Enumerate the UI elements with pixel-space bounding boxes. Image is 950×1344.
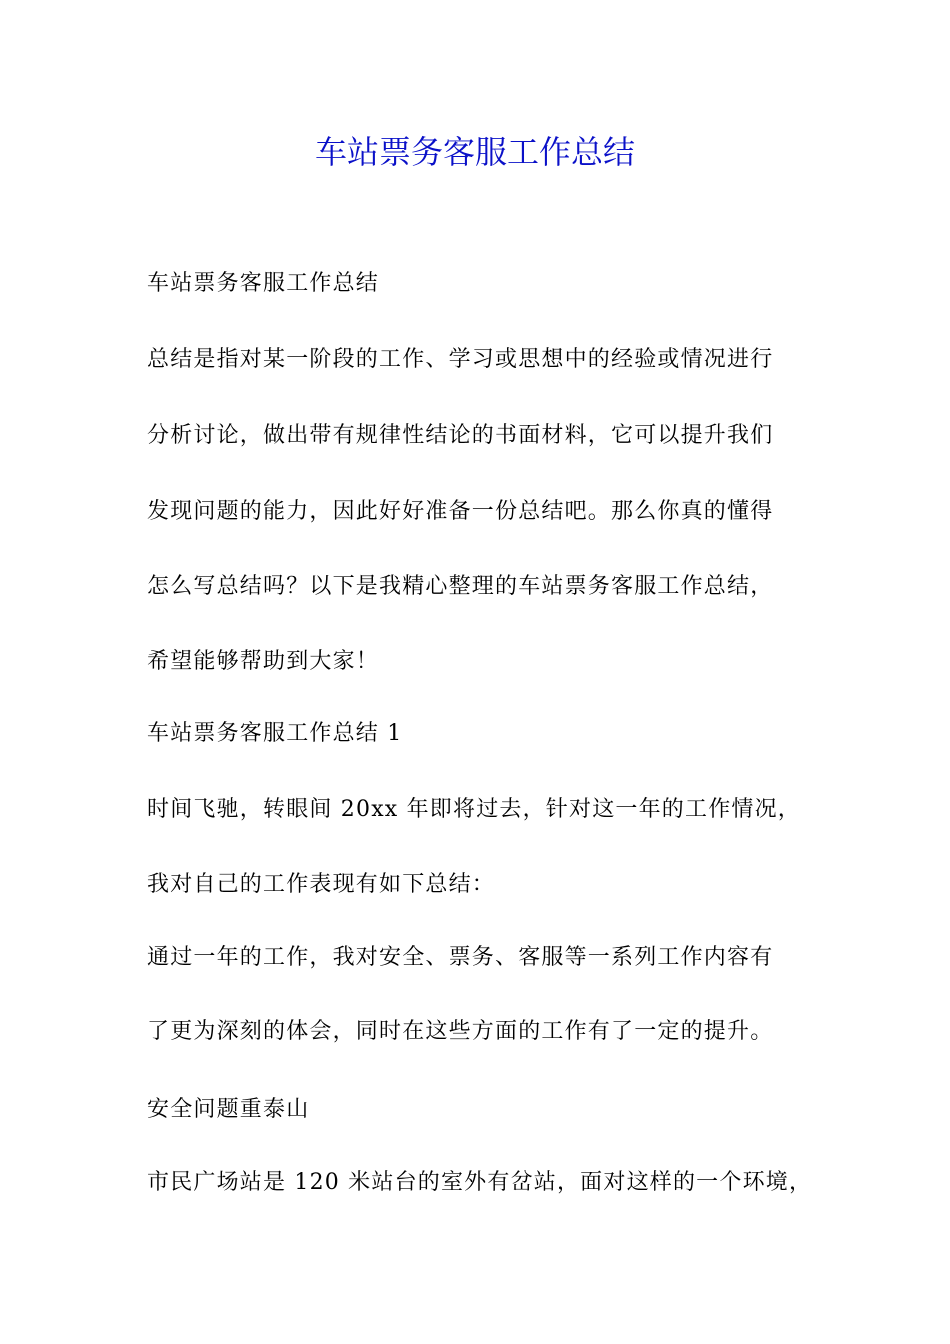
paragraph-line: 分析讨论，做出带有规律性结论的书面材料，它可以提升我们	[147, 423, 774, 448]
paragraph-line: 通过一年的工作，我对安全、票务、客服等一系列工作内容有	[147, 945, 774, 970]
paragraph-line: 时间飞驰，转眼间 20xx 年即将过去，针对这一年的工作情况，	[147, 797, 801, 822]
paragraph-line: 希望能够帮助到大家！	[147, 649, 380, 674]
section-heading: 车站票务客服工作总结 1	[147, 721, 403, 746]
paragraph-line: 总结是指对某一阶段的工作、学习或思想中的经验或情况进行	[147, 347, 774, 372]
section-heading: 安全问题重泰山	[147, 1097, 310, 1122]
paragraph-line: 市民广场站是 120 米站台的室外有岔站，面对这样的一个环境，	[147, 1170, 813, 1195]
paragraph-line: 我对自己的工作表现有如下总结：	[147, 872, 496, 897]
paragraph-line: 了更为深刻的体会，同时在这些方面的工作有了一定的提升。	[147, 1019, 774, 1044]
document-title: 车站票务客服工作总结	[314, 133, 635, 171]
subtitle-line: 车站票务客服工作总结	[147, 271, 380, 296]
paragraph-line: 发现问题的能力，因此好好准备一份总结吧。那么你真的懂得	[147, 499, 774, 524]
paragraph-line: 怎么写总结吗？以下是我精心整理的车站票务客服工作总结，	[147, 574, 774, 599]
